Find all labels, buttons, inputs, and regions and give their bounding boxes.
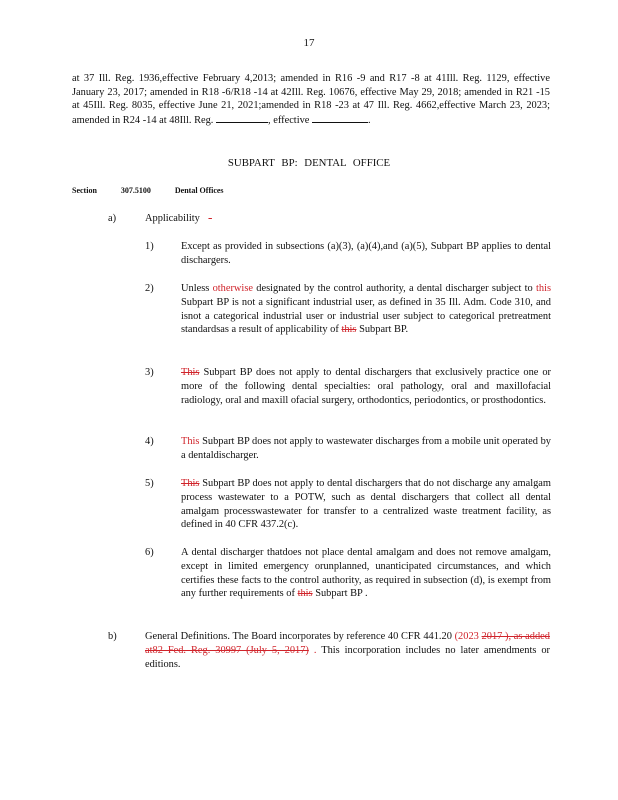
item-text-1: Except as provided in subsections (a)(3), (a)(4),and (a)(5), Subpart BP applies to dental dischargers.: [181, 241, 551, 266]
inserted-text: otherwise: [212, 283, 253, 294]
inserted-text: (2023: [454, 631, 479, 642]
item-text-5: [181, 477, 551, 532]
deleted-text: this: [297, 588, 313, 600]
section-word: Section: [72, 186, 97, 195]
text-run: A dental discharger thatdoes not place dental amalgam and does not remove amalgam, except in limited emergency orunplanned, unanticipated circumstances, and which certifies these facts to the control authority, as required in subsection (d), is exempt from any further requirements of: [181, 547, 551, 600]
item-number: 5): [145, 478, 154, 489]
deleted-text: This: [181, 478, 200, 489]
item-number: 3): [145, 367, 154, 378]
text-run: Subpart BP does not apply to dental dischargers that exclusively practice one or more of the following dental specialties: oral pathology, oral and maxillofacial radiology, oral and maxill ofacial surgery, orthodontics, periodontics, or prosthodontics.: [181, 367, 551, 406]
item-text-6: [181, 546, 551, 601]
history-text: at 37 Ill. Reg. 1936,effective February 4,2013; amended in R16 -9 and R17 -8 at 41Ill. Reg. 1129, effective January 23, 2017; amended in R18 -6/R18 -14 at 42Ill. Reg. 10676, effective May 29, 2018; amended in R21 -15 at 45Ill. Reg. 8035, effective June 21, 2021;amended in R18 -23 at 47 Ill. Reg. 4662,effective March 23, 2023; amended in R24 -14 at 48Ill. Reg.: [72, 73, 550, 126]
source-history-note: [72, 72, 550, 127]
text-run: This incorporation includes no later amendments or editions.: [145, 644, 550, 670]
blank-line: [216, 113, 268, 123]
inserted-text: .: [313, 644, 317, 656]
text-run: Subpart BP does not apply to wastewater discharges from a mobile unit operated by a dentaldischarger.: [181, 436, 551, 461]
text-run: General Definitions. The Board incorporates by reference 40 CFR 441.20: [145, 631, 452, 642]
applicability-title: Applicability: [145, 213, 200, 224]
text-run: Subpart BP.: [359, 324, 409, 336]
subsection-text-b: [145, 630, 550, 671]
text-run: Unless: [181, 283, 210, 294]
inserted-text: This: [181, 436, 200, 447]
history-effective: effective: [273, 114, 310, 126]
item-text-4: [181, 435, 551, 463]
section-heading: [72, 186, 246, 195]
deleted-mark: -: [208, 213, 212, 224]
item-text-3: [181, 366, 551, 407]
subsection-label-b: b): [108, 631, 117, 642]
section-number: 307.5100: [120, 186, 151, 195]
blank-line: [312, 113, 368, 123]
text-run: Subpart BP .: [315, 588, 368, 600]
item-text-2: [181, 282, 551, 337]
page-number: 17: [303, 37, 315, 49]
text-run: Subpart BP is not a significant industrial user, as defined in 35 Ill. Adm. Code 310, and isnot a categorical industrial user or industrial user subject to categorical pretreatment standardsas a result of applicability of: [181, 296, 551, 336]
item-number: 2): [145, 283, 154, 294]
inserted-text: this: [535, 283, 551, 294]
subpart-title: SUBPART BP: DENTAL OFFICE: [227, 157, 391, 169]
subsection-title-a: [145, 212, 212, 226]
text-run: Subpart BP does not apply to dental dischargers that do not discharge any amalgam process wastewater to a POTW, such as dental dischargers that collect all dental amalgam processwastewater for transfer to a centralized waste treatment facility, as defined in 40 CFR 437.2(c).: [181, 478, 551, 531]
deleted-text: This: [181, 367, 200, 378]
history-comma: ,: [268, 114, 271, 126]
subsection-label-a: a): [108, 213, 117, 224]
item-number: 6): [145, 547, 154, 558]
history-period: .: [368, 114, 371, 126]
deleted-text: this: [341, 324, 357, 336]
deleted-text: 2017 ), as added at82 Fed. Reg. 30997 (July 5, 2017): [145, 631, 550, 656]
section-title: Dental Offices: [174, 186, 224, 195]
item-number: 4): [145, 436, 154, 447]
item-number: 1): [145, 241, 154, 252]
text-run: designated by the control authority, a dental discharger subject to: [256, 283, 533, 294]
